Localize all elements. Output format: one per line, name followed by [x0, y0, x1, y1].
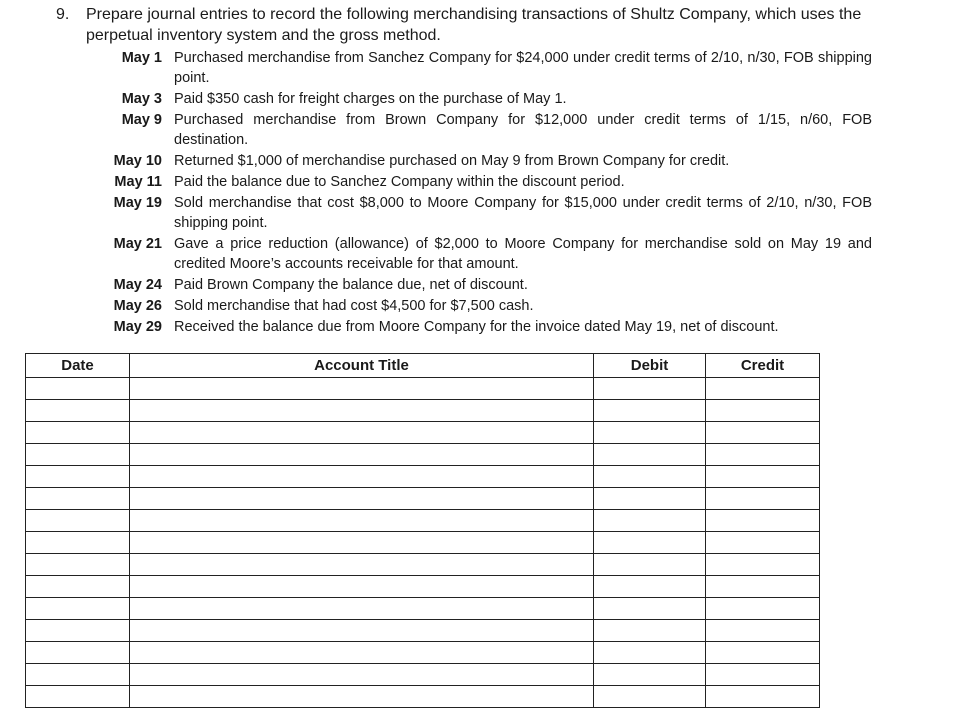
account-title-cell[interactable] — [130, 620, 594, 642]
credit-cell[interactable] — [706, 532, 820, 554]
account-title-cell[interactable] — [130, 686, 594, 708]
transaction-text: Paid $350 cash for freight charges on the purchase of May 1. — [174, 91, 567, 107]
date-cell[interactable] — [26, 620, 130, 642]
debit-cell[interactable] — [594, 378, 706, 400]
transaction-text: Purchased merchandise from Sanchez Company for $24,000 under credit terms of 2/10, n/30, FOB shipping point. — [174, 50, 872, 86]
credit-cell[interactable] — [706, 444, 820, 466]
account-title-cell[interactable] — [130, 642, 594, 664]
date-cell[interactable] — [26, 466, 130, 488]
transaction-date: May 21 — [113, 236, 162, 252]
date-column-header: Date — [26, 354, 130, 378]
journal-row — [26, 378, 820, 400]
journal-row — [26, 554, 820, 576]
date-cell[interactable] — [26, 510, 130, 532]
journal-table — [25, 353, 820, 708]
journal-row — [26, 400, 820, 422]
date-cell[interactable] — [26, 422, 130, 444]
transaction-text: Returned $1,000 of merchandise purchased on May 9 from Brown Company for credit. — [174, 153, 730, 169]
credit-cell[interactable] — [706, 554, 820, 576]
account-title-cell[interactable] — [130, 466, 594, 488]
journal-row — [26, 510, 820, 532]
transaction-text: Purchased merchandise from Brown Company for $12,000 under credit terms of 1/15, n/60, FOB destination. — [174, 112, 872, 148]
transaction-list — [106, 48, 872, 338]
date-cell[interactable] — [26, 554, 130, 576]
credit-cell[interactable] — [706, 510, 820, 532]
date-cell[interactable] — [26, 686, 130, 708]
account-title-cell[interactable] — [130, 598, 594, 620]
date-cell[interactable] — [26, 532, 130, 554]
journal-row — [26, 422, 820, 444]
journal-row — [26, 620, 820, 642]
credit-cell[interactable] — [706, 598, 820, 620]
transaction-item — [106, 234, 872, 274]
transaction-item — [106, 317, 872, 337]
account-title-cell[interactable] — [130, 422, 594, 444]
transaction-item — [106, 89, 872, 109]
credit-cell[interactable] — [706, 576, 820, 598]
transaction-date: May 9 — [121, 112, 162, 128]
question-text: Prepare journal entries to record the following merchandising transactions of Shultz Company, which uses the perpetual inventory system and the gross method. — [86, 6, 862, 44]
account-title-cell[interactable] — [130, 444, 594, 466]
transaction-text: Sold merchandise that cost $8,000 to Moore Company for $15,000 under credit terms of 2/10, n/30, FOB shipping point. — [174, 195, 872, 231]
debit-cell[interactable] — [594, 466, 706, 488]
transaction-item — [106, 275, 872, 295]
transaction-item — [106, 193, 872, 233]
debit-cell[interactable] — [594, 422, 706, 444]
account-title-cell[interactable] — [130, 400, 594, 422]
account-title-cell[interactable] — [130, 532, 594, 554]
debit-cell[interactable] — [594, 620, 706, 642]
journal-row — [26, 642, 820, 664]
credit-cell[interactable] — [706, 686, 820, 708]
date-cell[interactable] — [26, 664, 130, 686]
credit-cell[interactable] — [706, 422, 820, 444]
journal-row — [26, 686, 820, 708]
account-title-cell[interactable] — [130, 576, 594, 598]
journal-body — [26, 378, 820, 708]
credit-cell[interactable] — [706, 466, 820, 488]
transaction-text: Paid the balance due to Sanchez Company within the discount period. — [174, 174, 625, 190]
debit-cell[interactable] — [594, 554, 706, 576]
transaction-item — [106, 48, 872, 88]
transaction-date: May 1 — [121, 50, 162, 66]
account-title-cell[interactable] — [130, 488, 594, 510]
debit-cell[interactable] — [594, 598, 706, 620]
transaction-date: May 11 — [114, 174, 162, 190]
debit-column-header: Debit — [594, 354, 706, 378]
debit-cell[interactable] — [594, 488, 706, 510]
date-cell[interactable] — [26, 400, 130, 422]
date-cell[interactable] — [26, 488, 130, 510]
account-title-cell[interactable] — [130, 664, 594, 686]
date-cell[interactable] — [26, 444, 130, 466]
debit-cell[interactable] — [594, 686, 706, 708]
account-title-cell[interactable] — [130, 554, 594, 576]
credit-cell[interactable] — [706, 488, 820, 510]
date-cell[interactable] — [26, 598, 130, 620]
debit-cell[interactable] — [594, 400, 706, 422]
credit-column-header: Credit — [706, 354, 820, 378]
transaction-item — [106, 110, 872, 150]
transaction-item — [106, 296, 872, 316]
debit-cell[interactable] — [594, 576, 706, 598]
debit-cell[interactable] — [594, 510, 706, 532]
account-title-cell[interactable] — [130, 378, 594, 400]
transaction-date: May 29 — [113, 319, 162, 335]
question — [56, 4, 916, 46]
credit-cell[interactable] — [706, 642, 820, 664]
debit-cell[interactable] — [594, 532, 706, 554]
journal-row — [26, 488, 820, 510]
date-cell[interactable] — [26, 642, 130, 664]
transaction-date: May 26 — [113, 298, 162, 314]
transaction-date: May 10 — [113, 153, 162, 169]
journal-row — [26, 664, 820, 686]
account-title-column-header: Account Title — [130, 354, 594, 378]
debit-cell[interactable] — [594, 642, 706, 664]
transaction-text: Gave a price reduction (allowance) of $2,000 to Moore Company for merchandise sold on May 19 and credited Moore’s accounts receivable for that amount. — [174, 236, 872, 272]
transaction-text: Paid Brown Company the balance due, net of discount. — [174, 277, 528, 293]
journal-row — [26, 598, 820, 620]
journal-row — [26, 444, 820, 466]
journal-row — [26, 576, 820, 598]
journal-header-row — [26, 354, 820, 378]
transaction-item — [106, 151, 872, 171]
journal-row — [26, 466, 820, 488]
journal-row — [26, 532, 820, 554]
transaction-date: May 24 — [113, 277, 162, 293]
transaction-text: Received the balance due from Moore Company for the invoice dated May 19, net of discount. — [174, 319, 779, 335]
transaction-date: May 3 — [121, 91, 162, 107]
transaction-text: Sold merchandise that had cost $4,500 for $7,500 cash. — [174, 298, 534, 314]
credit-cell[interactable] — [706, 664, 820, 686]
account-title-cell[interactable] — [130, 510, 594, 532]
date-cell[interactable] — [26, 378, 130, 400]
credit-cell[interactable] — [706, 400, 820, 422]
question-number: 9. — [56, 6, 70, 23]
debit-cell[interactable] — [594, 444, 706, 466]
credit-cell[interactable] — [706, 620, 820, 642]
credit-cell[interactable] — [706, 378, 820, 400]
transaction-item — [106, 172, 872, 192]
date-cell[interactable] — [26, 576, 130, 598]
transaction-date: May 19 — [113, 195, 162, 211]
debit-cell[interactable] — [594, 664, 706, 686]
